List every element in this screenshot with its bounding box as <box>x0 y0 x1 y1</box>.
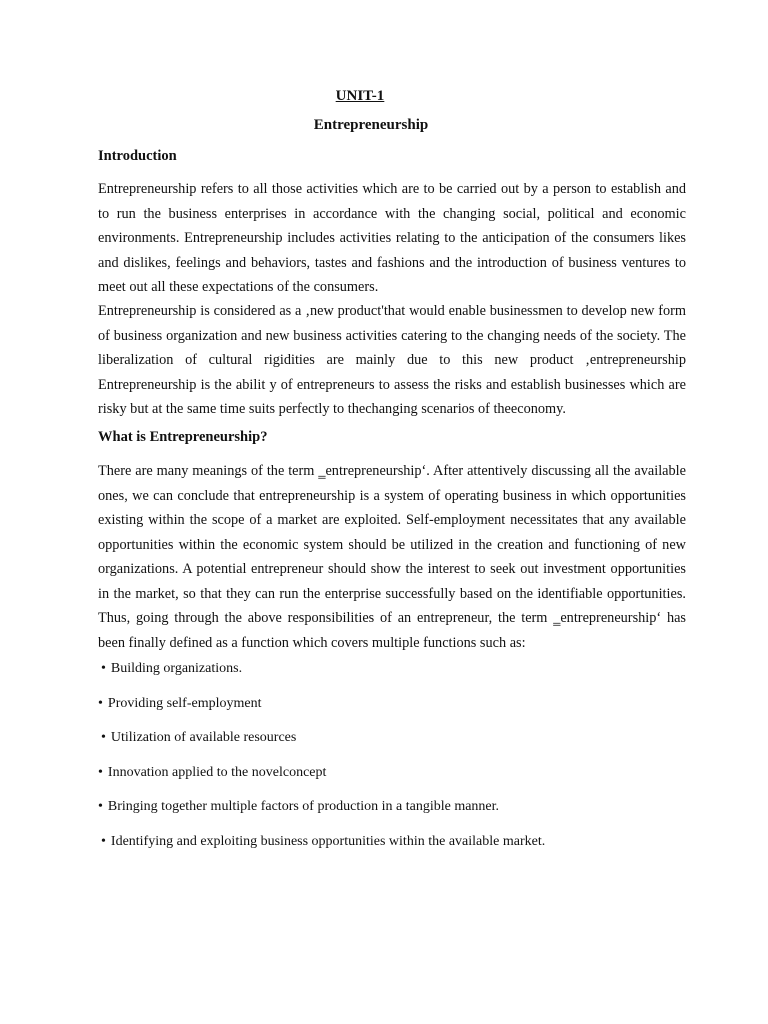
introduction-paragraph-1: Entrepreneurship refers to all those activities which are to be carried out by a person to establish and to run the business enterprises in accordance with the changing social, political and economic environments. Entrepreneurship includes activities relating to the anticipation of the consumers likes and dislikes, feelings and behaviors, tastes and fashions and the introduction of business ventures to meet out all these expectations of the consumers. <box>98 181 686 295</box>
introduction-heading: Introduction <box>98 148 177 164</box>
list-item-text: Bringing together multiple factors of production in a tangible manner. <box>107 799 500 814</box>
list-item-text: Innovation applied to the novelconcept <box>107 765 327 780</box>
bullet-icon: • <box>98 696 103 711</box>
list-item <box>98 765 326 781</box>
bullet-icon: • <box>101 661 106 676</box>
bullet-icon: • <box>101 730 106 745</box>
list-item <box>101 730 296 746</box>
document-title: Entrepreneurship <box>313 117 429 133</box>
bullet-icon: • <box>98 765 103 780</box>
bullet-icon: • <box>98 799 103 814</box>
list-item-text: Utilization of available resources <box>110 730 297 745</box>
list-item <box>98 799 499 815</box>
what-is-heading: What is Entrepreneurship? <box>98 429 268 445</box>
list-item-text: Building organizations. <box>110 661 243 676</box>
introduction-paragraph-2: Entrepreneurship is considered as a ‚new product'that would enable businessmen to develop new form of business organization and new business activities catering to the changing needs of the society. The liberalization of cultural rigidities are mainly due to this new product ‚entrepreneurship Entrepreneurship is the abilit y of entrepreneurs to assess the risks and establish businesses which are risky but at the same time suits perfectly to thechanging scenarios of theeconomy. <box>98 303 686 417</box>
what-is-paragraph: There are many meanings of the term ‗entrepreneurship‘. After attentively discussing all the available ones, we can conclude that entrepreneurship is a system of operating business in which opportunities existing within the scope of a market are exploited. Self-employment necessitates that any available opportunities within the economic system should be utilized in the creation and functioning of new organizations. A potential entrepreneur should show the interest to seek out investment opportunities in the market, so that they can run the enterprise successfully based on the identifiable opportunities. Thus, going through the above responsibilities of an entrepreneur, the term ‗entrepreneurship‘ has been finally defined as a function which covers multiple functions such as: <box>98 463 686 651</box>
list-item-text: Providing self-employment <box>107 696 262 711</box>
list-item <box>98 696 262 712</box>
unit-title: UNIT-1 <box>335 88 385 104</box>
bullet-icon: • <box>101 834 106 849</box>
list-item-text: Identifying and exploiting business opportunities within the available market. <box>110 834 546 849</box>
list-item <box>101 834 545 850</box>
list-item <box>101 661 242 677</box>
